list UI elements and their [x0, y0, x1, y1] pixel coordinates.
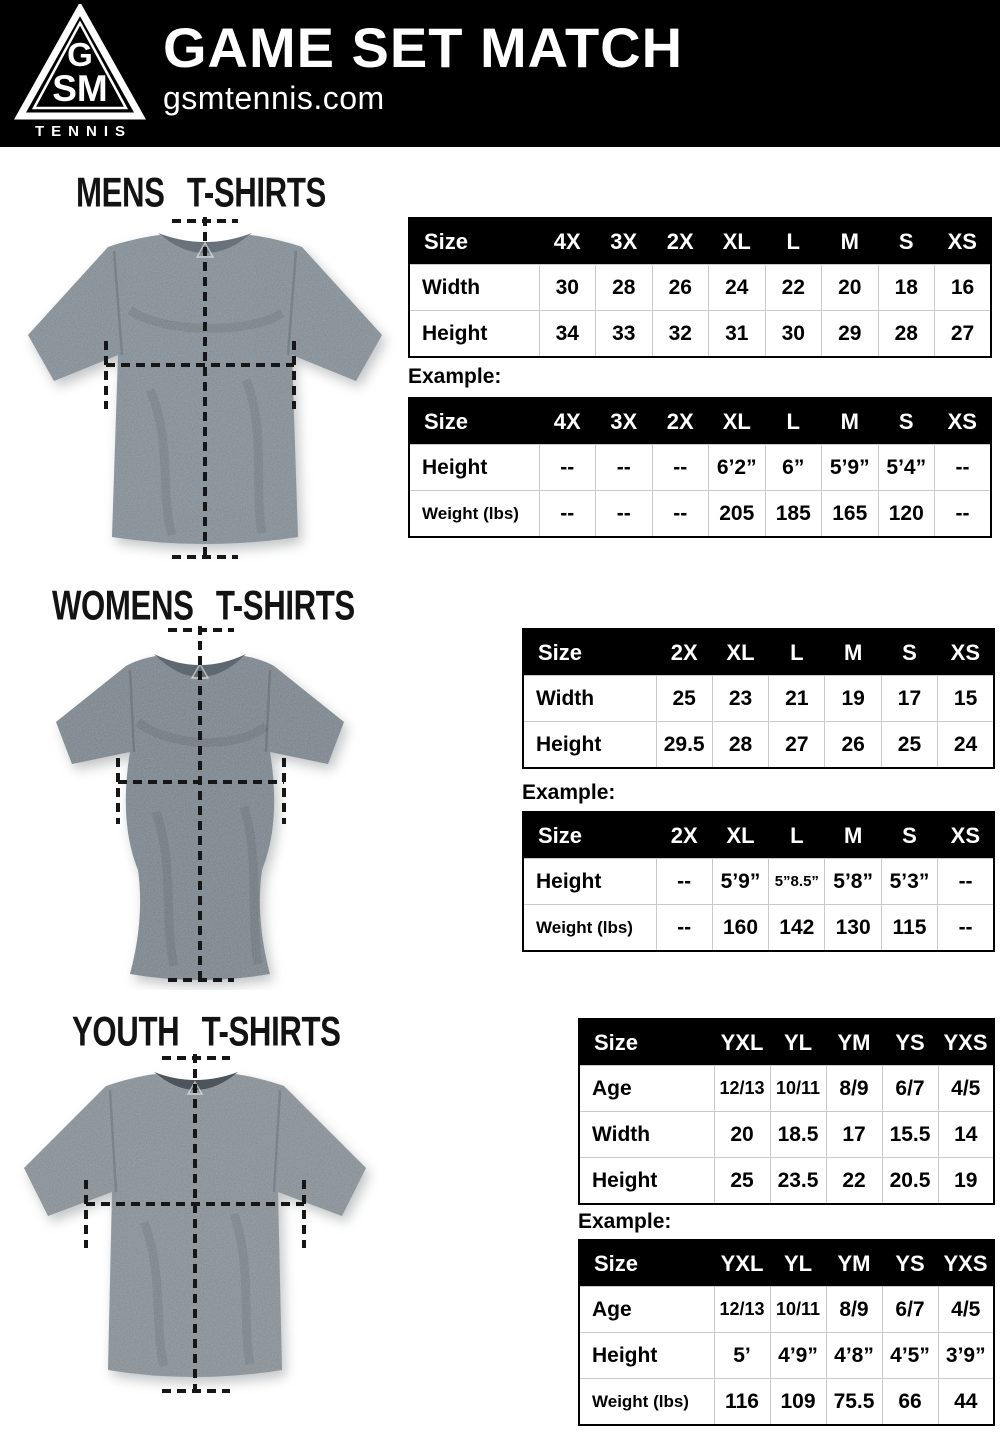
size-column-header: YS	[882, 1019, 938, 1066]
value-cell: 4’5”	[882, 1333, 938, 1379]
size-column-header: YXS	[938, 1019, 994, 1066]
mens-example-table	[408, 397, 992, 538]
table-header-row	[523, 629, 994, 676]
brand-website: gsmtennis.com	[163, 80, 385, 116]
table-row	[579, 1158, 994, 1205]
value-cell: 5’8”	[825, 859, 881, 905]
size-column-header: S	[878, 398, 935, 445]
womens-tshirt-image	[38, 622, 363, 990]
value-cell: 34	[539, 311, 596, 358]
mens-size-table	[408, 217, 992, 358]
value-cell: 16	[935, 265, 992, 311]
table-row	[523, 676, 994, 722]
value-cell: 160	[712, 905, 768, 952]
value-cell: --	[656, 905, 712, 952]
youth-size-table	[578, 1018, 995, 1205]
col-label-header: Size	[579, 1240, 714, 1287]
row-label: Weight (lbs)	[409, 491, 539, 538]
value-cell: 22	[765, 265, 822, 311]
logo-letter-g: G	[67, 36, 93, 73]
row-label: Height	[579, 1333, 714, 1379]
value-cell: --	[539, 491, 596, 538]
value-cell: 116	[714, 1379, 770, 1426]
value-cell: 6/7	[882, 1287, 938, 1333]
value-cell: 21	[769, 676, 825, 722]
value-cell: 28	[878, 311, 935, 358]
value-cell: 20	[822, 265, 879, 311]
table-row	[579, 1379, 994, 1426]
col-label-header: Size	[409, 398, 539, 445]
value-cell: 15	[938, 676, 994, 722]
value-cell: 44	[938, 1379, 994, 1426]
mens-section-heading: MENS T-SHIRTS	[76, 170, 326, 216]
size-column-header: S	[878, 218, 935, 265]
col-label-header: Size	[523, 812, 656, 859]
size-column-header: 2X	[652, 398, 709, 445]
table-row	[579, 1287, 994, 1333]
table-header-row	[409, 398, 991, 445]
size-column-header: XS	[938, 812, 994, 859]
value-cell: 5’9”	[712, 859, 768, 905]
womens-section-heading: WOMENS T-SHIRTS	[52, 583, 355, 629]
value-cell: 14	[938, 1112, 994, 1158]
value-cell: 8/9	[826, 1287, 882, 1333]
size-column-header: YM	[826, 1240, 882, 1287]
value-cell: 165	[822, 491, 879, 538]
value-cell: 30	[539, 265, 596, 311]
value-cell: 6”	[765, 445, 822, 491]
size-column-header: 3X	[596, 398, 653, 445]
value-cell: 15.5	[882, 1112, 938, 1158]
row-label: Height	[409, 445, 539, 491]
value-cell: --	[656, 859, 712, 905]
womens-example-table	[522, 811, 995, 952]
size-column-header: M	[825, 629, 881, 676]
value-cell: 27	[769, 722, 825, 769]
size-column-header: YM	[826, 1019, 882, 1066]
value-cell: 26	[825, 722, 881, 769]
row-label: Weight (lbs)	[523, 905, 656, 952]
size-column-header: 2X	[656, 629, 712, 676]
row-label: Age	[579, 1066, 714, 1112]
size-column-header: YS	[882, 1240, 938, 1287]
size-column-header: XL	[709, 218, 766, 265]
table-row	[523, 722, 994, 769]
col-label-header: Size	[523, 629, 656, 676]
value-cell: --	[596, 445, 653, 491]
size-column-header: XL	[712, 629, 768, 676]
size-column-header: 4X	[539, 218, 596, 265]
value-cell: 115	[881, 905, 937, 952]
value-cell: 5’4”	[878, 445, 935, 491]
value-cell: --	[938, 859, 994, 905]
value-cell: 5’	[714, 1333, 770, 1379]
youth-example-label: Example:	[578, 1210, 672, 1233]
brand-logo	[14, 4, 146, 146]
value-cell: 8/9	[826, 1066, 882, 1112]
size-column-header: XS	[938, 629, 994, 676]
value-cell: 142	[769, 905, 825, 952]
row-label: Height	[579, 1158, 714, 1205]
size-column-header: 3X	[596, 218, 653, 265]
value-cell: --	[935, 445, 992, 491]
brand-text	[163, 16, 684, 117]
row-label: Weight (lbs)	[579, 1379, 714, 1426]
value-cell: --	[938, 905, 994, 952]
value-cell: 6’2”	[709, 445, 766, 491]
value-cell: 20	[714, 1112, 770, 1158]
value-cell: 33	[596, 311, 653, 358]
value-cell: 22	[826, 1158, 882, 1205]
youth-section-heading: YOUTH T-SHIRTS	[72, 1009, 341, 1055]
table-header-row	[523, 812, 994, 859]
value-cell: --	[652, 491, 709, 538]
value-cell: 25	[656, 676, 712, 722]
size-column-header: S	[881, 812, 937, 859]
row-label: Age	[579, 1287, 714, 1333]
value-cell: 24	[938, 722, 994, 769]
table-header-row	[579, 1019, 994, 1066]
value-cell: 205	[709, 491, 766, 538]
value-cell: 5’9”	[822, 445, 879, 491]
value-cell: 4/5	[938, 1066, 994, 1112]
size-column-header: XL	[712, 812, 768, 859]
size-column-header: 4X	[539, 398, 596, 445]
size-column-header: YL	[770, 1019, 826, 1066]
logo-letters-sm: SM	[52, 68, 108, 109]
size-column-header: L	[769, 629, 825, 676]
table-header-row	[579, 1240, 994, 1287]
table-header-row	[409, 218, 991, 265]
value-cell: 3’9”	[938, 1333, 994, 1379]
table-row	[409, 311, 991, 358]
value-cell: 29	[822, 311, 879, 358]
value-cell: 120	[878, 491, 935, 538]
value-cell: 4/5	[938, 1287, 994, 1333]
row-label: Width	[579, 1112, 714, 1158]
value-cell: 31	[709, 311, 766, 358]
value-cell: 20.5	[882, 1158, 938, 1205]
value-cell: --	[652, 445, 709, 491]
value-cell: 185	[765, 491, 822, 538]
size-column-header: 2X	[656, 812, 712, 859]
value-cell: 66	[882, 1379, 938, 1426]
page-title: GAME SET MATCH	[163, 16, 684, 79]
table-row	[579, 1112, 994, 1158]
value-cell: 23	[712, 676, 768, 722]
col-label-header: Size	[409, 218, 539, 265]
value-cell: --	[935, 491, 992, 538]
size-column-header: M	[822, 398, 879, 445]
value-cell: 28	[712, 722, 768, 769]
value-cell: 12/13	[714, 1287, 770, 1333]
value-cell: 18.5	[770, 1112, 826, 1158]
header-bar	[0, 0, 1000, 147]
row-label: Height	[409, 311, 539, 358]
value-cell: 28	[596, 265, 653, 311]
value-cell: --	[596, 491, 653, 538]
value-cell: 10/11	[770, 1287, 826, 1333]
size-column-header: XL	[709, 398, 766, 445]
value-cell: 29.5	[656, 722, 712, 769]
value-cell: 23.5	[770, 1158, 826, 1205]
mens-example-label: Example:	[408, 365, 502, 388]
size-column-header: XS	[935, 398, 992, 445]
logo-caption: TENNIS	[34, 123, 132, 140]
row-label: Height	[523, 722, 656, 769]
table-row	[579, 1066, 994, 1112]
size-column-header: YXS	[938, 1240, 994, 1287]
youth-tshirt-image	[8, 1052, 380, 1397]
row-label: Width	[523, 676, 656, 722]
youth-example-table	[578, 1239, 995, 1426]
value-cell: 27	[935, 311, 992, 358]
table-row	[409, 491, 991, 538]
table-row	[409, 445, 991, 491]
value-cell: 130	[825, 905, 881, 952]
value-cell: 109	[770, 1379, 826, 1426]
table-row	[579, 1333, 994, 1379]
value-cell: 12/13	[714, 1066, 770, 1112]
table-row	[523, 859, 994, 905]
size-column-header: 2X	[652, 218, 709, 265]
value-cell: 26	[652, 265, 709, 311]
value-cell: 24	[709, 265, 766, 311]
size-column-header: YL	[770, 1240, 826, 1287]
size-column-header: S	[881, 629, 937, 676]
womens-example-label: Example:	[522, 781, 616, 804]
size-column-header: XS	[935, 218, 992, 265]
row-label: Height	[523, 859, 656, 905]
size-column-header: L	[765, 218, 822, 265]
value-cell: 25	[714, 1158, 770, 1205]
value-cell: 5”8.5”	[769, 859, 825, 905]
gsm-triangle-logo-icon	[14, 4, 146, 122]
womens-size-table	[522, 628, 995, 769]
value-cell: 19	[938, 1158, 994, 1205]
value-cell: 5’3”	[881, 859, 937, 905]
value-cell: --	[539, 445, 596, 491]
value-cell: 10/11	[770, 1066, 826, 1112]
value-cell: 32	[652, 311, 709, 358]
size-column-header: M	[822, 218, 879, 265]
value-cell: 25	[881, 722, 937, 769]
size-column-header: YXL	[714, 1240, 770, 1287]
value-cell: 19	[825, 676, 881, 722]
table-row	[409, 265, 991, 311]
value-cell: 17	[826, 1112, 882, 1158]
value-cell: 6/7	[882, 1066, 938, 1112]
value-cell: 4’8”	[826, 1333, 882, 1379]
mens-tshirt-image	[10, 215, 400, 563]
size-column-header: L	[769, 812, 825, 859]
size-column-header: YXL	[714, 1019, 770, 1066]
value-cell: 17	[881, 676, 937, 722]
value-cell: 75.5	[826, 1379, 882, 1426]
table-row	[523, 905, 994, 952]
value-cell: 4’9”	[770, 1333, 826, 1379]
col-label-header: Size	[579, 1019, 714, 1066]
value-cell: 30	[765, 311, 822, 358]
value-cell: 18	[878, 265, 935, 311]
size-column-header: L	[765, 398, 822, 445]
size-column-header: M	[825, 812, 881, 859]
row-label: Width	[409, 265, 539, 311]
